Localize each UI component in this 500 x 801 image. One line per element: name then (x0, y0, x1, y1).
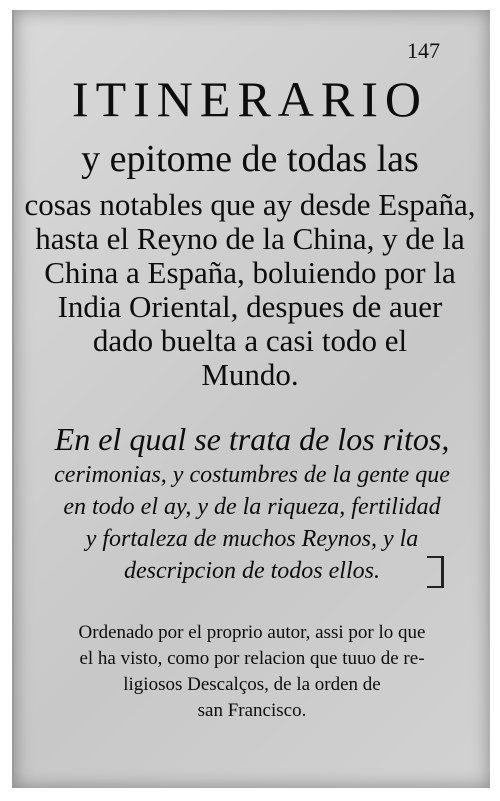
page-title: ITINERARIO (71, 71, 429, 127)
subtitle-line-5: India Oriental, despues de auer (57, 289, 443, 324)
subtitle-line-2: cosas notables que ay desde España, (24, 187, 476, 222)
subtitle-line-7: Mundo. (201, 357, 299, 392)
subtitle-line-3: hasta el Reyno de la China, y de la (35, 221, 465, 256)
ornament-bracket-icon (427, 556, 444, 588)
author-line-3: ligiosos Descalços, de la orden de (123, 674, 381, 695)
author-line-1: Ordenado por el proprio autor, assi por lo que (78, 622, 426, 643)
author-line-4: san Francisco. (197, 700, 307, 721)
italic-line-5: descripcion de todos ellos. (124, 558, 380, 584)
italic-line-4: y fortaleza de muchos Reynos, y la (85, 526, 419, 552)
subtitle-line-1: y epitome de todas las (81, 138, 419, 180)
author-line-2: el ha visto, como por relacion que tuuo de re- (79, 648, 425, 669)
italic-line-1: En el qual se trata de los ritos, (54, 421, 450, 457)
italic-line-3: en todo el ay, y de la riqueza, fertilidad (63, 494, 441, 520)
italic-line-2: cerimonias, y costumbres de la gente que (54, 462, 450, 488)
subtitle-line-4: China a España, boluiendo por la (44, 255, 456, 290)
page-number: 147 (407, 38, 440, 63)
subtitle-line-6: dado buelta a casi todo el (92, 323, 408, 358)
